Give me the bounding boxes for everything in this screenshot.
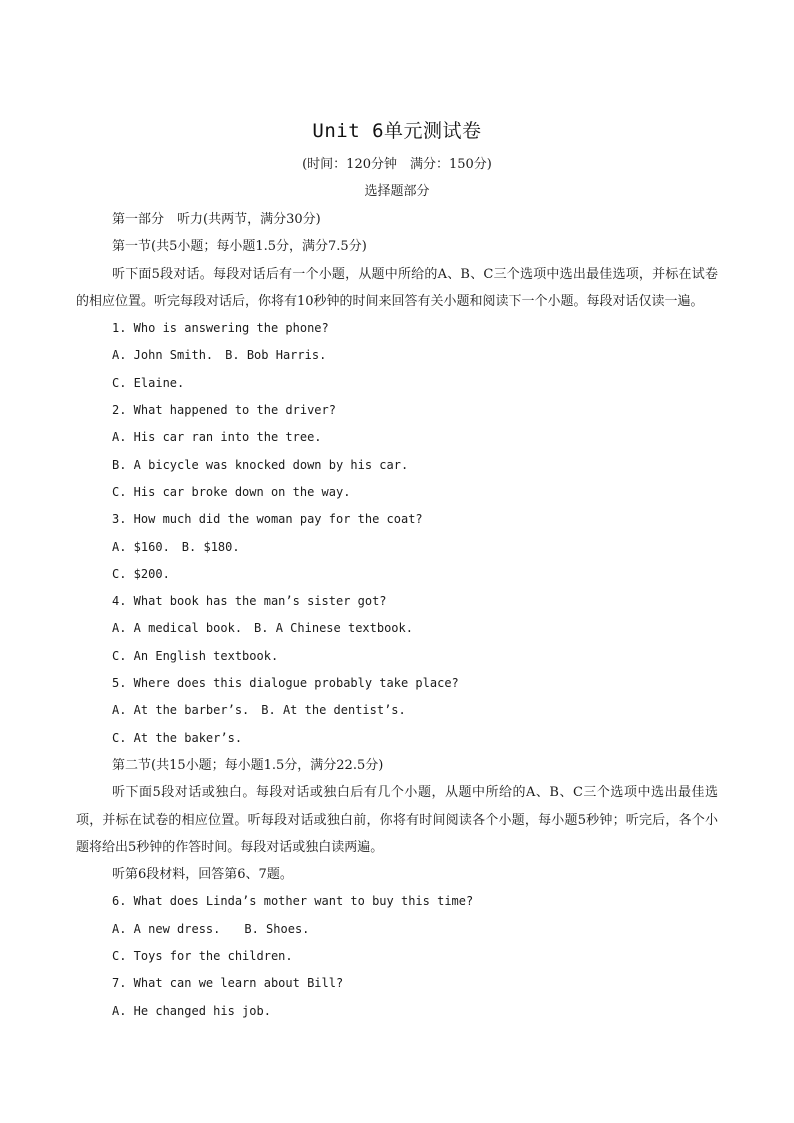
question-6: 6. What does Linda’s mother want to buy this time? <box>112 894 474 909</box>
section-heading: 选择题部分 <box>364 184 430 199</box>
question-5-option-c: C. At the baker’s. <box>112 730 243 745</box>
question-1: 1. Who is answering the phone? <box>112 321 329 336</box>
part1-heading: 第一部分 听力(共两节，满分30分) <box>112 212 321 227</box>
question-2-option-c: C. His car broke down on the way. <box>112 484 351 499</box>
question-7-option-a: A. He changed his job. <box>112 1003 271 1018</box>
section1-instructions: 听下面5段对话。每段对话后有一个小题，从题中所给的A、B、C三个选项中选出最佳选项，并标在试卷的相应位置。听完每段对话后，你将有10秒钟的时间来回答有关小题和阅读下一个小题。每段对话仅读一遍。 <box>76 266 718 309</box>
question-3-options-ab: A. $160. B. $180. <box>112 539 240 554</box>
question-5: 5. Where does this dialogue probably take place? <box>112 676 459 691</box>
question-2: 2. What happened to the driver? <box>112 403 336 418</box>
question-6-options-ab: A. A new dress. B. Shoes. <box>112 921 310 936</box>
question-4-options-ab: A. A medical book. B. A Chinese textbook. <box>112 621 413 636</box>
page-title: Unit 6单元测试卷 <box>312 120 482 142</box>
question-4: 4. What book has the man’s sister got? <box>112 594 387 609</box>
exam-time-and-score: (时间：120分钟 满分：150分) <box>302 157 492 172</box>
question-2-option-a: A. His car ran into the tree. <box>112 430 322 445</box>
question-1-options-ab: A. John Smith. B. Bob Harris. <box>112 348 327 363</box>
question-2-option-b: B. A bicycle was knocked down by his car. <box>112 457 409 472</box>
question-7: 7. What can we learn about Bill? <box>112 976 344 991</box>
section1-heading: 第一节(共5小题；每小题1.5分，满分7.5分) <box>112 239 367 255</box>
section2-instructions: 听下面5段对话或独白。每段对话或独白后有几个小题，从题中所给的A、B、C三个选项中选出最佳选项，并标在试卷的相应位置。听每段对话或独白前，你将有时间阅读各个小题，每小题5秒钟；听完后，各个小题将给出5秒钟的作答时间。每段对话或独白读两遍。 <box>76 785 718 855</box>
material-6-heading: 听第6段材料，回答第6、7题。 <box>112 867 293 883</box>
question-1-option-c: C. Elaine. <box>112 375 185 390</box>
question-3: 3. How much did the woman pay for the coat? <box>112 512 423 527</box>
question-5-options-ab: A. At the barber’s. B. At the dentist’s. <box>112 703 406 718</box>
question-6-option-c: C. Toys for the children. <box>112 949 293 964</box>
section2-heading: 第二节(共15小题；每小题1.5分，满分22.5分) <box>112 757 384 773</box>
question-3-option-c: C. $200. <box>112 566 170 581</box>
question-4-option-c: C. An English textbook. <box>112 648 279 663</box>
exam-body <box>76 206 718 1025</box>
